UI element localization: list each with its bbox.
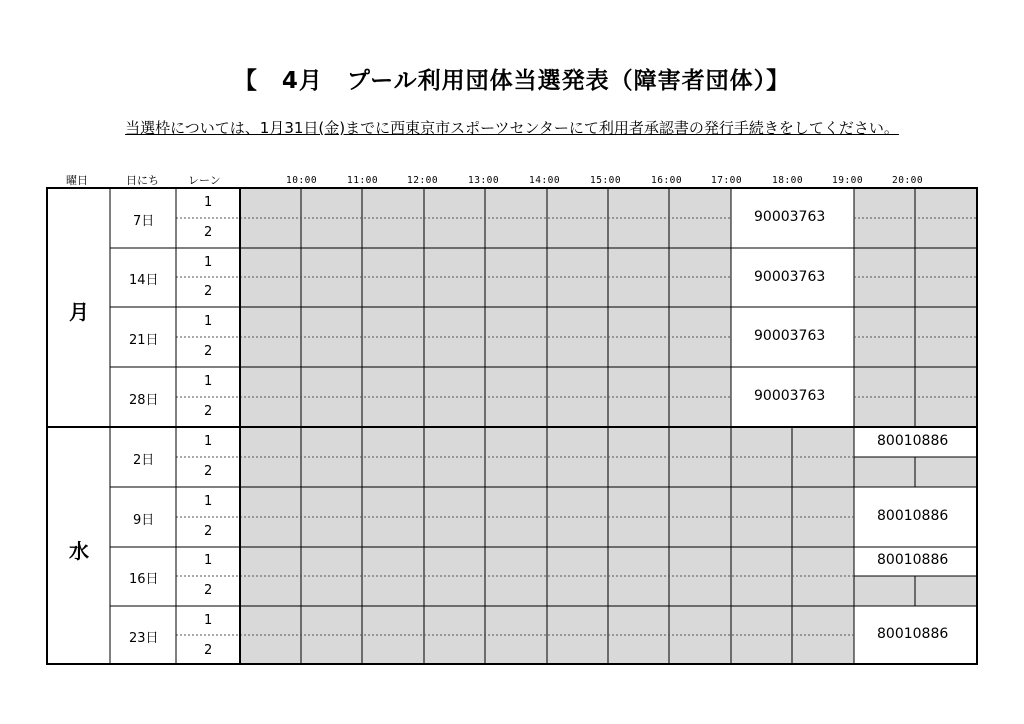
weekday-label: 月 (69, 300, 89, 324)
time-label: 14:00 (529, 175, 561, 186)
lane-number: 2 (204, 583, 213, 598)
date-label: 28日 (129, 393, 159, 408)
booking-number: 80010886 (877, 552, 949, 568)
time-label: 17:00 (711, 175, 743, 186)
time-label: 15:00 (590, 175, 622, 186)
time-label: 19:00 (832, 175, 864, 186)
time-label: 18:00 (772, 175, 804, 186)
header-date: 日にち (126, 174, 159, 187)
header-lane: レーン (188, 174, 221, 187)
date-label: 14日 (129, 273, 159, 288)
booking-number: 90003763 (754, 388, 826, 404)
lane-number: 1 (204, 434, 213, 449)
time-label: 16:00 (651, 175, 683, 186)
lane-number: 1 (204, 374, 213, 389)
booking-number: 80010886 (877, 508, 949, 524)
lane-number: 1 (204, 494, 213, 509)
date-label: 16日 (129, 572, 159, 587)
date-label: 21日 (129, 333, 159, 348)
date-label: 2日 (133, 453, 155, 468)
booking-number: 90003763 (754, 269, 826, 285)
date-label: 7日 (133, 214, 155, 229)
lane-number: 1 (204, 314, 213, 329)
booking-number: 90003763 (754, 328, 826, 344)
lane-number: 2 (204, 464, 213, 479)
booking-number: 90003763 (754, 209, 826, 225)
time-label: 12:00 (407, 175, 439, 186)
lane-number: 1 (204, 613, 213, 628)
time-label: 20:00 (892, 175, 924, 186)
lane-number: 2 (204, 643, 213, 658)
date-label: 23日 (129, 631, 159, 646)
page-title: 【 4月 プール利用団体当選発表（障害者団体）】 (233, 68, 791, 94)
lane-number: 2 (204, 344, 213, 359)
booking-number: 80010886 (877, 433, 949, 449)
lane-number: 2 (204, 225, 213, 240)
lane-number: 2 (204, 524, 213, 539)
lane-number: 1 (204, 553, 213, 568)
lane-number: 1 (204, 195, 213, 210)
time-label: 13:00 (468, 175, 500, 186)
date-label: 9日 (133, 513, 155, 528)
lane-number: 2 (204, 284, 213, 299)
booking-number: 80010886 (877, 626, 949, 642)
notice-text: 当選枠については、1月31日(金)までに西東京市スポーツセンターにて利用者承認書の発行手続きをしてください。 (125, 119, 899, 137)
weekday-label: 水 (69, 539, 89, 563)
time-label: 10:00 (286, 175, 318, 186)
lane-number: 1 (204, 255, 213, 270)
time-label: 11:00 (347, 175, 379, 186)
lane-number: 2 (204, 404, 213, 419)
header-weekday: 曜日 (66, 174, 88, 187)
